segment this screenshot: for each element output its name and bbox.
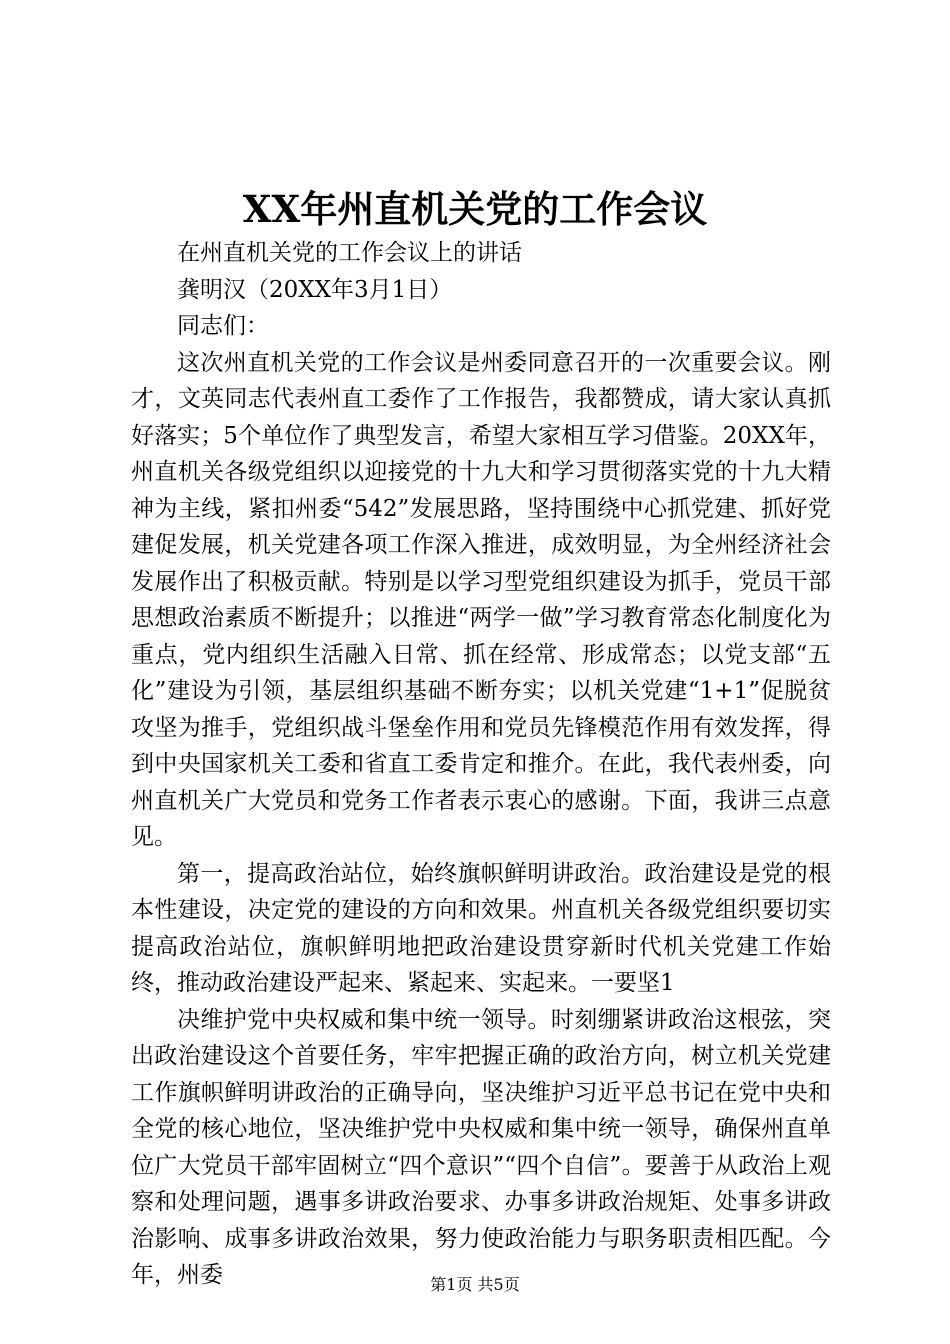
speaker-date-line: 龚明汉（20XX年3月1日） (177, 276, 453, 303)
body-paragraph: 这次州直机关党的工作会议是州委同意召开的一次重要会议。刚才，文英同志代表州直工委作了工作报告，我都赞成，请大家认真抓好落实；5个单位作了典型发言，希望大家相互学习借鉴。20XX年，州直机关各级党组织以迎接党的十九大和学习贯彻落实党的十九大精神为主线，紧扣州委“542”发展思路，坚持围绕中心抓党建、抓好党建促发展，机关党建各项工作深入推进，成效明显，为全州经济社会发展作出了积极贡献。特别是以学习型党组织建设为抓手，党员干部思想政治素质不断提升；以推进“两学一做”学习教育常态化制度化为重点，党内组织生活融入日常、抓在经常、形成常态；以党支部“五化”建设为引领，基层组织基础不断夯实；以机关党建“1+1”促脱贫攻坚为推手，党组织战斗堡垒作用和党员先锋模范作用有效发挥，得到中央国家机关工委和省直工委肯定和推介。在此，我代表州委，向州直机关广大党员和党务工作者表示衷心的感谢。下面，我讲三点意见。 (131, 349, 831, 850)
document-title: XX年州直机关党的工作会议 (242, 187, 708, 231)
salutation: 同志们： (177, 313, 269, 339)
page-number-footer: 第1页 共5页 (430, 1275, 520, 1294)
body-paragraph: 第一，提高政治站位，始终旗帜鲜明讲政治。政治建设是党的根本性建设，决定党的建设的方向和效果。州直机关各级党组织要切实提高政治站位，旗帜鲜明地把政治建设贯穿新时代机关党建工作始终，推动政治建设严起来、紧起来、实起来。一要坚1 (131, 860, 831, 996)
speech-heading: 在州直机关党的工作会议上的讲话 (177, 240, 522, 266)
body-paragraph: 决维护党中央权威和集中统一领导。时刻绷紧讲政治这根弦，突出政治建设这个首要任务，牢牢把握正确的政治方向，树立机关党建工作旗帜鲜明讲政治的正确导向，坚决维护习近平总书记在党中央和全党的核心地位，坚决维护党中央权威和集中统一领导，确保州直单位广大党员干部牢固树立“四个意识”“四个自信”。要善于从政治上观察和处理问题，遇事多讲政治要求、办事多讲政治规矩、处事多讲政治影响、成事多讲政治效果，努力使政治能力与职务职责相匹配。今年，州委 (131, 1006, 831, 1288)
document-body (131, 235, 831, 1294)
